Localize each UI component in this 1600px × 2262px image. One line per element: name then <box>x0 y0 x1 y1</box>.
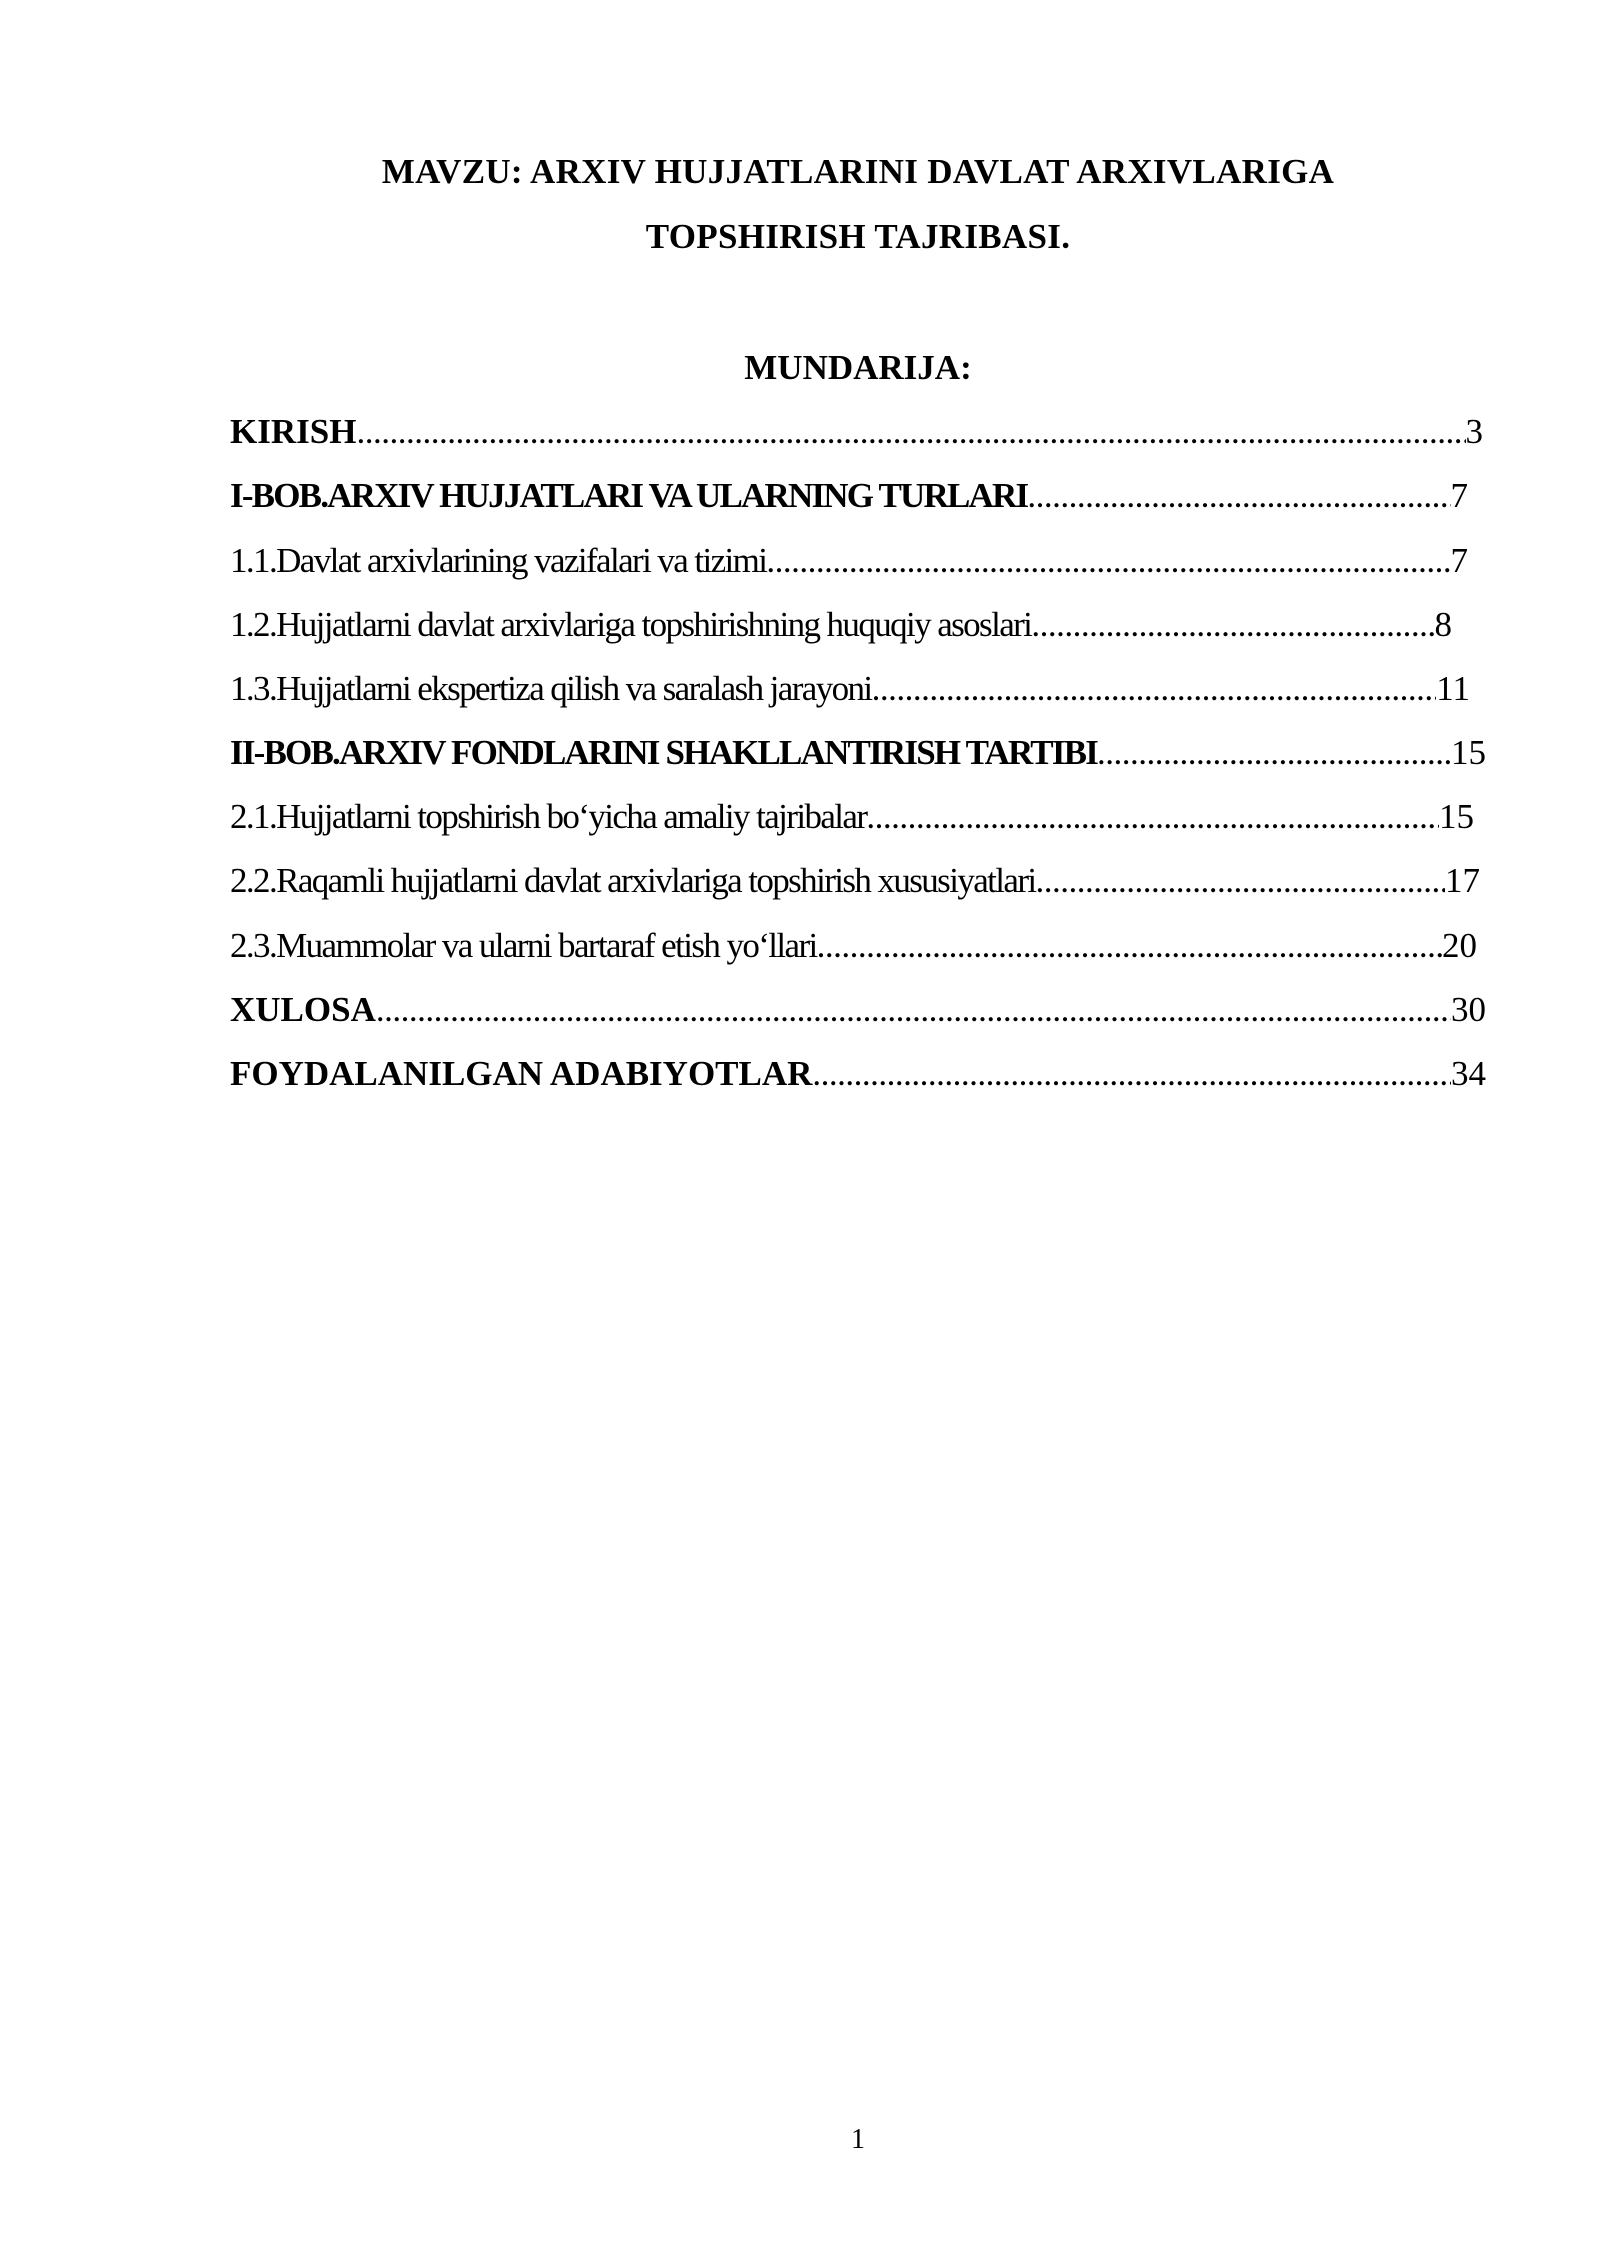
toc-page-number: 8 <box>1434 605 1452 644</box>
toc-entry-label: XULOSA <box>230 990 376 1029</box>
toc-page-number: 11 <box>1436 669 1470 708</box>
toc-dot-leader <box>866 797 1439 837</box>
toc-page-number: 7 <box>1450 541 1468 580</box>
toc-entry-section-1-3 <box>230 669 1470 717</box>
toc-entry-label: 2.1.Hujjatlarni topshirish bo‘yicha amaliy tajribalar <box>230 797 867 836</box>
toc-entry-section-2-2 <box>230 861 1480 909</box>
page-number: 1 <box>851 2124 865 2155</box>
toc-dot-leader <box>766 541 1450 581</box>
toc-entry-adabiyotlar <box>230 1054 1486 1102</box>
toc-entry-label: I-BOB.ARXIV HUJJATLARI VA ULARNING TURLARI <box>230 476 1028 515</box>
toc-entry-label: II-BOB.ARXIV FONDLARINI SHAKLLANTIRISH TARTIBI <box>230 733 1098 772</box>
toc-entry-xulosa <box>230 990 1486 1038</box>
toc-entry-section-2-3 <box>230 926 1477 974</box>
toc-entry-section-2-1 <box>230 797 1474 845</box>
toc-entry-label: KIRISH <box>230 412 357 451</box>
toc-dot-leader <box>812 1054 1451 1094</box>
toc-dot-leader <box>1036 861 1445 901</box>
toc-entry-chapter-2 <box>230 733 1486 781</box>
toc-heading: MUNDARIJA: <box>744 348 972 387</box>
toc-dot-leader <box>1097 733 1451 773</box>
toc-dot-leader <box>1031 605 1434 645</box>
toc-entry-label: 1.2.Hujjatlarni davlat arxivlariga topshirishning huquqiy asoslari <box>230 605 1032 644</box>
toc-entry-label: 1.3.Hujjatlarni ekspertiza qilish va saralash jarayoni <box>230 669 872 708</box>
toc-page-number: 30 <box>1451 990 1486 1029</box>
toc-dot-leader <box>817 926 1442 966</box>
toc-dot-leader <box>872 669 1437 709</box>
toc-page-number: 17 <box>1445 861 1480 900</box>
toc-entry-kirish <box>230 412 1483 460</box>
toc-entry-label: 1.1.Davlat arxivlarining vazifalari va tizimi <box>230 541 767 580</box>
toc-page-number: 7 <box>1450 476 1468 515</box>
toc-dot-leader <box>376 990 1451 1030</box>
toc-entry-section-1-2 <box>230 605 1452 653</box>
toc-dot-leader <box>356 412 1465 452</box>
toc-entry-label: 2.3.Muammolar va ularni bartaraf etish yo‘llari <box>230 926 817 965</box>
document-title-line-1: MAVZU: ARXIV HUJJATLARINI DAVLAT ARXIVLARIGA <box>381 152 1335 191</box>
toc-page-number: 15 <box>1451 733 1486 772</box>
toc-entry-chapter-1 <box>230 476 1468 524</box>
toc-dot-leader <box>1027 476 1450 516</box>
document-title-line-2: TOPSHIRISH TAJRIBASI. <box>645 217 1071 256</box>
toc-entry-label: 2.2.Raqamli hujjatlarni davlat arxivlariga topshirish xususiyatlari <box>230 861 1036 900</box>
toc-entry-label: FOYDALANILGAN ADABIYOTLAR <box>230 1054 813 1093</box>
toc-page-number: 34 <box>1451 1054 1486 1093</box>
toc-page-number: 20 <box>1442 926 1477 965</box>
toc-page-number: 3 <box>1465 412 1483 451</box>
toc-entry-section-1-1 <box>230 541 1468 589</box>
toc-page-number: 15 <box>1439 797 1474 836</box>
